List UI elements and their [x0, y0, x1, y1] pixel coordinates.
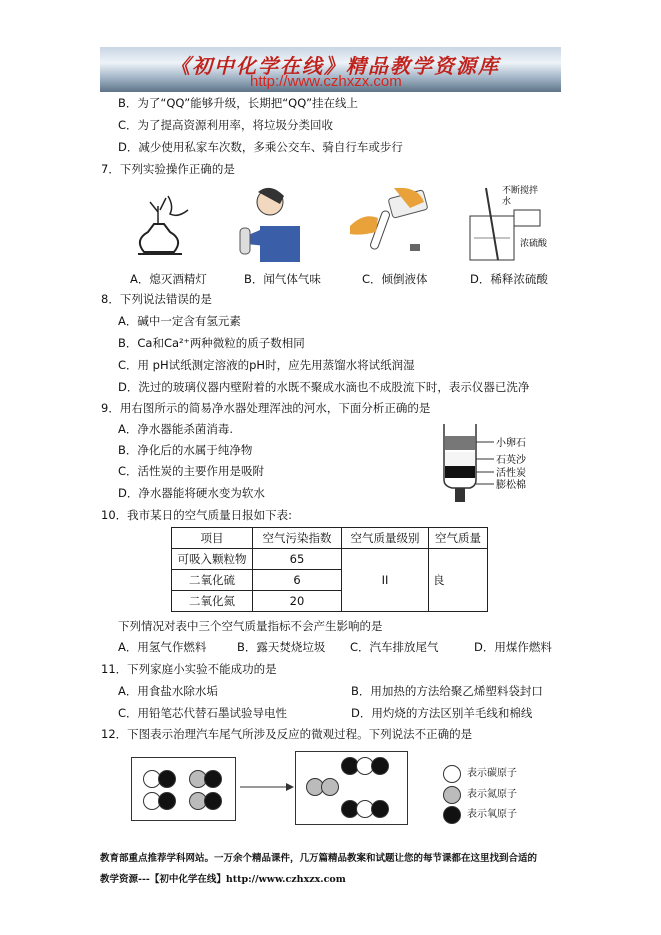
footer-line1: 教育部重点推荐学科网站。一万余个精品课件，几万篇精品教案和试题让您的每节课都在这里找到合适的 [100, 853, 538, 864]
layer-carbon: 活性炭 [496, 468, 526, 479]
q6-option-c: C．为了提高资源利用率，将垃圾分类回收 [118, 118, 334, 132]
q6-option-d: D．减少使用私家车次数，多乘公交车、骑自行车或步行 [118, 140, 403, 154]
footer-line2: 教学资源---【初中化学在线】http://www.czhxzx.com [100, 874, 346, 885]
q8-option-b: B．Ca和Ca²⁺两种微粒的质子数相同 [118, 336, 305, 350]
label-acid: 浓硫酸 [520, 239, 548, 249]
q12-stem: 12．下图表示治理汽车尾气所涉及反应的微观过程。下列说法不正确的是 [101, 727, 473, 741]
header-cell: 空气质量 [429, 528, 488, 549]
index-cell: 6 [253, 570, 342, 591]
q7-option-a: A．熄灭酒精灯 [130, 272, 207, 286]
reactants-box [131, 757, 236, 821]
oxygen-atom-icon [443, 806, 461, 824]
water-filter-figure [440, 424, 560, 510]
q7-option-c: C．倾倒液体 [362, 272, 428, 286]
item-cell: 二氧化硫 [172, 570, 253, 591]
carbon-atom-icon [443, 765, 461, 783]
q9-option-c: C．活性炭的主要作用是吸附 [118, 464, 265, 478]
q10-option-a: A．用氢气作燃料 [118, 640, 207, 654]
products-box [295, 751, 408, 825]
banner-url[interactable]: http://www.czhxzx.com [250, 73, 402, 90]
layer-cotton: 膨松棉 [496, 480, 526, 491]
legend-nitrogen: 表示氮原子 [467, 789, 517, 800]
layer-pebbles: 小卵石 [496, 438, 526, 449]
q11-option-b: B．用加热的方法给聚乙烯塑料袋封口 [351, 684, 543, 698]
q9-stem: 9．用右图所示的简易净水器处理浑浊的河水，下面分析正确的是 [101, 401, 431, 415]
q9-option-b: B．净化后的水属于纯净物 [118, 443, 253, 457]
q6-option-b: B．为了“QQ”能够升级，长期把“QQ”挂在线上 [118, 96, 359, 110]
q7-option-d: D．稀释浓硫酸 [470, 272, 548, 286]
q11-stem: 11．下列家庭小实验不能成功的是 [101, 662, 277, 676]
air-quality-table [171, 527, 488, 612]
q11-option-d: D．用灼烧的方法区别羊毛线和棉线 [351, 706, 533, 720]
q8-option-d: D．洗过的玻璃仪器内壁附着的水既不聚成水滴也不成股流下时，表示仪器已洗净 [118, 380, 530, 394]
header-cell: 空气质量级别 [342, 528, 429, 549]
smell-gas-figure [236, 186, 302, 264]
q9-option-d: D．净水器能将硬水变为软水 [118, 486, 265, 500]
q8-stem: 8．下列说法错误的是 [101, 292, 212, 306]
layer-sand: 石英沙 [496, 455, 526, 466]
header-cell: 空气污染指数 [253, 528, 342, 549]
q7-stem: 7．下列实验操作正确的是 [101, 162, 235, 176]
label-stir: 不断搅拌 [502, 186, 539, 196]
index-cell: 65 [253, 549, 342, 570]
q10-option-c: C．汽车排放尾气 [350, 640, 439, 654]
dilute-acid-figure [468, 184, 560, 264]
alcohol-lamp-figure [130, 192, 190, 257]
table-header-row [172, 528, 488, 549]
q10-stem: 10．我市某日的空气质量日报如下表: [101, 508, 293, 522]
legend-carbon: 表示碳原子 [467, 768, 517, 779]
q10-option-b: B．露天焚烧垃圾 [237, 640, 326, 654]
table-row [172, 549, 488, 570]
q11-option-c: C．用铅笔芯代替石墨试验导电性 [118, 706, 288, 720]
q8-option-a: A．碱中一定含有氢元素 [118, 314, 241, 328]
legend-oxygen: 表示氧原子 [467, 809, 517, 820]
site-banner [100, 47, 561, 92]
q10-option-d: D．用煤作燃料 [474, 640, 552, 654]
item-cell: 二氧化氮 [172, 591, 253, 612]
reaction-arrow-icon [238, 782, 294, 792]
q7-option-b: B．闻气体气味 [244, 272, 321, 286]
nitrogen-atom-icon [443, 786, 461, 804]
q11-option-a: A．用食盐水除水垢 [118, 684, 218, 698]
quality-cell: 良 [429, 549, 488, 612]
q8-option-c: C．用 pH试纸测定溶液的pH时，应先用蒸馏水将试纸润湿 [118, 358, 415, 372]
header-cell: 项目 [172, 528, 253, 549]
level-cell: II [342, 549, 429, 612]
q10-substem: 下列情况对表中三个空气质量指标不会产生影响的是 [118, 619, 383, 633]
q9-option-a: A．净水器能杀菌消毒. [118, 422, 234, 436]
label-water: 水 [502, 197, 512, 207]
index-cell: 20 [253, 591, 342, 612]
item-cell: 可吸入颗粒物 [172, 549, 253, 570]
pour-liquid-figure [350, 188, 430, 258]
banner-title: 《初中化学在线》精品教学资源库 [170, 54, 500, 78]
